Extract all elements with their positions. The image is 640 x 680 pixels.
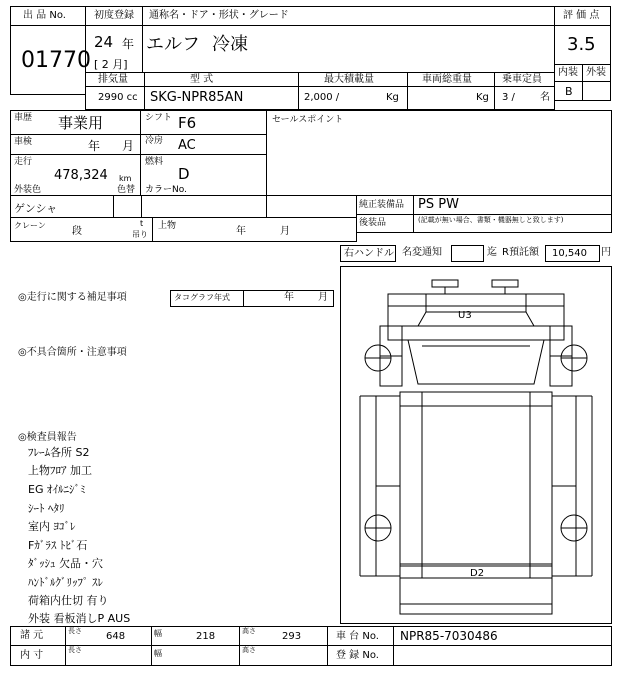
- recycle-value: 10,540: [552, 248, 587, 259]
- driving-notes-title: ◎走行に関する補足事項: [18, 292, 127, 303]
- car-name: エルフ: [146, 34, 200, 55]
- damage-mark-u3: U3: [458, 310, 472, 321]
- inspector-item: 室内 ﾖｺﾞﾚ: [28, 520, 76, 533]
- grade-value: 3.5: [567, 34, 596, 55]
- name-label: 通称名・ドア・形状・グレード: [149, 10, 289, 21]
- first-reg-month: [ 2 月]: [94, 58, 128, 71]
- name-change-label: 名変通知: [402, 247, 442, 258]
- mileage-value: 478,324: [54, 168, 108, 183]
- inspection-month: 月: [122, 139, 135, 153]
- recycle-label: R預託額: [502, 247, 539, 258]
- name-change-box: [451, 245, 484, 262]
- displacement-value: 2990 cc: [98, 92, 138, 103]
- width-label: 幅: [154, 629, 162, 638]
- fuel-value: D: [178, 165, 190, 183]
- inspection-year: 年: [88, 139, 101, 153]
- first-reg-year: 24: [94, 33, 114, 51]
- upper-body-year: 年: [236, 226, 246, 237]
- aftermarket-note: (記載が無い場合、書類・機器無しと致します): [418, 216, 564, 224]
- aftermarket-label: 後装品: [359, 218, 387, 228]
- lot-number-cell: [10, 25, 91, 95]
- model-label: 型 式: [190, 74, 214, 85]
- exterior-grade-label: 外装: [586, 67, 606, 78]
- lot-label: 出 品 No.: [23, 10, 66, 21]
- mileage-unit: km: [119, 174, 132, 183]
- exterior-color-label: 外装色: [14, 185, 42, 195]
- interior-grade-cell: [554, 81, 583, 101]
- notice-separator: 迄: [487, 247, 497, 258]
- tacho-month: 月: [318, 292, 328, 303]
- name-label-cell: [142, 6, 555, 26]
- first-reg-label-cell: [85, 6, 143, 26]
- interior-grade: B: [565, 85, 573, 98]
- details-row-2: [10, 134, 267, 155]
- model-value: SKG-NPR85AN: [150, 90, 244, 105]
- height-label: 高さ: [242, 627, 256, 635]
- aircon-value: AC: [178, 138, 196, 153]
- recycle-box: [545, 245, 600, 262]
- inspector-item: ﾀﾞｯｼｭ 欠品・穴: [28, 557, 103, 570]
- color-change-label: 色替: [117, 185, 136, 195]
- car-type: 冷凍: [212, 34, 248, 55]
- right-handle-label: 右ハンドル: [344, 248, 394, 259]
- max-load-unit: Kg: [386, 92, 399, 103]
- crane-label: クレーン: [14, 221, 46, 230]
- recycle-unit: 円: [601, 247, 611, 258]
- inner-dimension-label: 内 寸: [20, 650, 44, 661]
- details-row-3: [10, 154, 267, 197]
- year-divider: [85, 25, 143, 73]
- capacity-unit: 名: [540, 92, 550, 103]
- capacity-label: 乗車定員: [502, 74, 542, 85]
- defects-title: ◎不具合箇所・注意事項: [18, 347, 127, 358]
- shift-label: シフト: [145, 113, 173, 123]
- car-name-cell: [85, 25, 555, 73]
- max-load-value: 2,000 /: [304, 92, 340, 103]
- lot-label-cell: [10, 6, 86, 26]
- gross-weight-label: 車両総重量: [422, 74, 472, 85]
- damage-mark-d2: D2: [470, 568, 485, 579]
- history-label: 車歴: [14, 113, 33, 123]
- grade-label: 評 価 点: [563, 10, 600, 21]
- first-reg-year-unit: 年: [122, 37, 135, 51]
- crane-ton: t: [140, 219, 144, 228]
- aircon-label: 冷房: [145, 136, 164, 146]
- fuel-label: 燃料: [145, 157, 164, 167]
- color-no-label: カラーNo.: [145, 185, 187, 195]
- inner-width-label: 幅: [154, 649, 162, 658]
- exterior-grade-label-cell: [582, 64, 611, 82]
- history-value: 事業用: [58, 114, 104, 132]
- upper-body-label: 上物: [158, 221, 177, 231]
- height-value: 293: [282, 631, 302, 642]
- length-label: 長さ: [68, 627, 82, 635]
- inspector-report-title: ◎検査員報告: [18, 432, 77, 443]
- inspector-item: ﾌﾚｰﾑ各所 S2: [28, 446, 90, 459]
- chassis-no-label: 車 台 No.: [336, 631, 379, 642]
- crane-stage: 段: [72, 226, 82, 237]
- lot-number: 01770: [21, 48, 91, 73]
- equipment-value: PS PW: [418, 197, 459, 212]
- max-load-label: 最大積載量: [324, 74, 374, 85]
- exterior-color-value: ゲンシャ: [14, 202, 58, 215]
- tacho-label: タコグラフ年式: [174, 293, 230, 302]
- width-value: 218: [196, 631, 216, 642]
- equipment-label: 純正装備品: [359, 200, 405, 210]
- inspector-item: 上物ﾌﾛｱ 加工: [28, 464, 92, 477]
- specs-dimension-label: 諸 元: [20, 630, 44, 641]
- grade-label-cell: [554, 6, 611, 26]
- displacement-label: 排気量: [98, 74, 128, 85]
- grade-cell: [554, 25, 611, 65]
- interior-grade-label-cell: [554, 64, 583, 82]
- inspector-item: Fｶﾞﾗｽ ﾄﾋﾞ石: [28, 539, 88, 552]
- crane-hang: 吊り: [132, 230, 148, 239]
- length-value: 648: [106, 631, 126, 642]
- interior-grade-label: 内装: [558, 67, 578, 78]
- right-handle-box: [340, 245, 396, 262]
- upper-body-month: 月: [280, 226, 290, 237]
- mileage-label: 走行: [14, 157, 33, 167]
- inspector-item: 荷箱内仕切 有り: [28, 594, 109, 607]
- inner-length-label: 長さ: [68, 646, 82, 654]
- inspector-item: EG ｵｲﾙﾆｼﾞﾐ: [28, 483, 86, 496]
- inspection-label: 車検: [14, 137, 33, 147]
- sales-point-label: セールスポイント: [272, 115, 344, 125]
- inspector-item: ﾊﾝﾄﾞﾙｸﾞﾘｯﾌﾟ ｽﾚ: [28, 576, 103, 589]
- chassis-no-value: NPR85-7030486: [400, 629, 498, 643]
- capacity-value: 3 /: [502, 92, 515, 103]
- inspector-item: 外装 看板消しP AUS: [28, 612, 131, 625]
- inspector-item: ｼｰﾄ ﾍﾀﾘ: [28, 502, 65, 515]
- shift-value: F6: [178, 114, 197, 132]
- tacho-year: 年: [284, 292, 294, 303]
- first-reg-label: 初度登録: [94, 10, 134, 21]
- registration-no-label: 登 録 No.: [336, 650, 379, 661]
- inner-height-label: 高さ: [242, 646, 256, 654]
- gross-weight-unit: Kg: [476, 92, 489, 103]
- exterior-grade-cell: [582, 81, 611, 101]
